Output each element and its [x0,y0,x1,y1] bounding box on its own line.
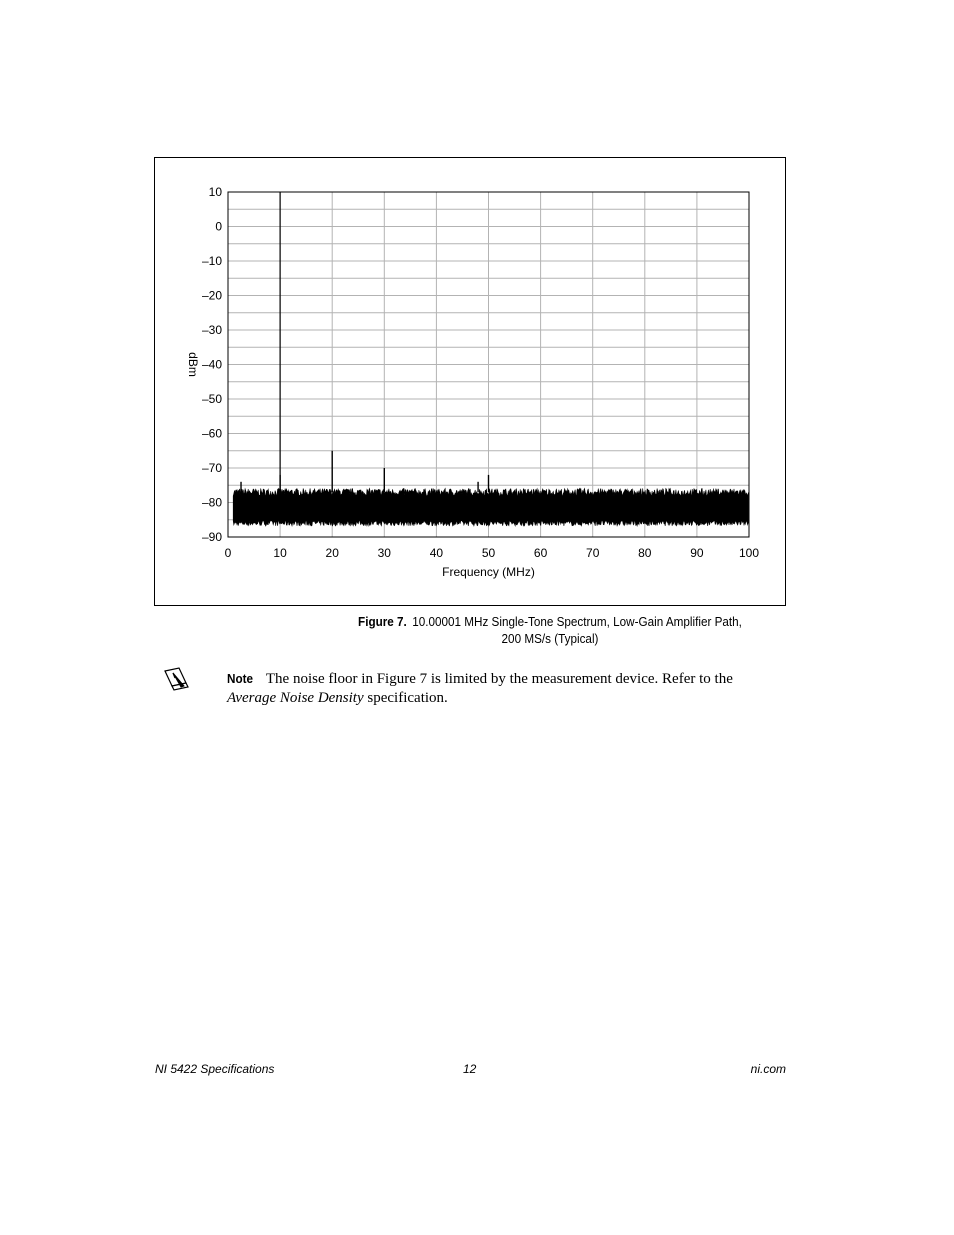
figure-frame [154,157,786,606]
note-pencil-icon [162,665,190,693]
x-tick-label: 80 [638,546,652,560]
note-label: Note [227,671,254,686]
x-tick-label: 70 [586,546,600,560]
y-tick-label: –90 [201,530,222,544]
noise-floor-band [233,488,748,526]
x-axis-ticks [225,546,760,560]
noise-floor-series [233,488,748,526]
y-tick-label: 0 [215,219,222,234]
x-tick-label: 20 [325,546,339,560]
x-tick-label: 50 [481,546,496,560]
note-emphasis: Average Noise Density [227,690,364,706]
y-tick-label: –40 [201,357,222,372]
note-paragraph [227,669,787,708]
spectral-peaks [241,192,488,492]
y-tick-label: –30 [201,323,222,337]
y-tick-label: –10 [201,254,222,268]
y-tick-label: –80 [201,495,222,510]
y-tick-label: –60 [201,426,222,441]
x-tick-label: 10 [273,546,287,560]
figure-caption-line1: 10.00001 MHz Single-Tone Spectrum, Low-Gain Amplifier Path, [412,614,742,629]
y-tick-label: –50 [201,392,222,406]
figure-caption-line2: 200 MS/s (Typical) [501,631,599,646]
footer-doc-title: NI 5422 Specifications [155,1062,275,1076]
y-tick-label: –20 [201,288,222,303]
note-text: The noise floor in Figure 7 is limited by the measurement device. Refer to the [265,671,733,687]
spectrum-chart [155,158,785,605]
x-tick-label: 60 [533,546,548,560]
y-axis-label: dBm [186,352,200,377]
figure-caption [352,613,748,647]
x-axis-label: Frequency (MHz) [442,565,535,579]
footer-website: ni.com [750,1062,786,1076]
y-tick-label: –70 [201,461,222,475]
x-tick-label: 90 [690,546,704,560]
note-text-end: specification. [363,690,448,706]
x-tick-label: 0 [224,546,232,560]
footer-page-number: 12 [463,1062,477,1076]
figure-label: Figure 7. [358,614,407,629]
x-tick-label: 40 [429,546,444,560]
x-tick-label: 100 [738,546,760,560]
y-axis-ticks [202,185,222,544]
x-tick-label: 30 [377,546,391,560]
y-tick-label: 10 [208,185,222,199]
